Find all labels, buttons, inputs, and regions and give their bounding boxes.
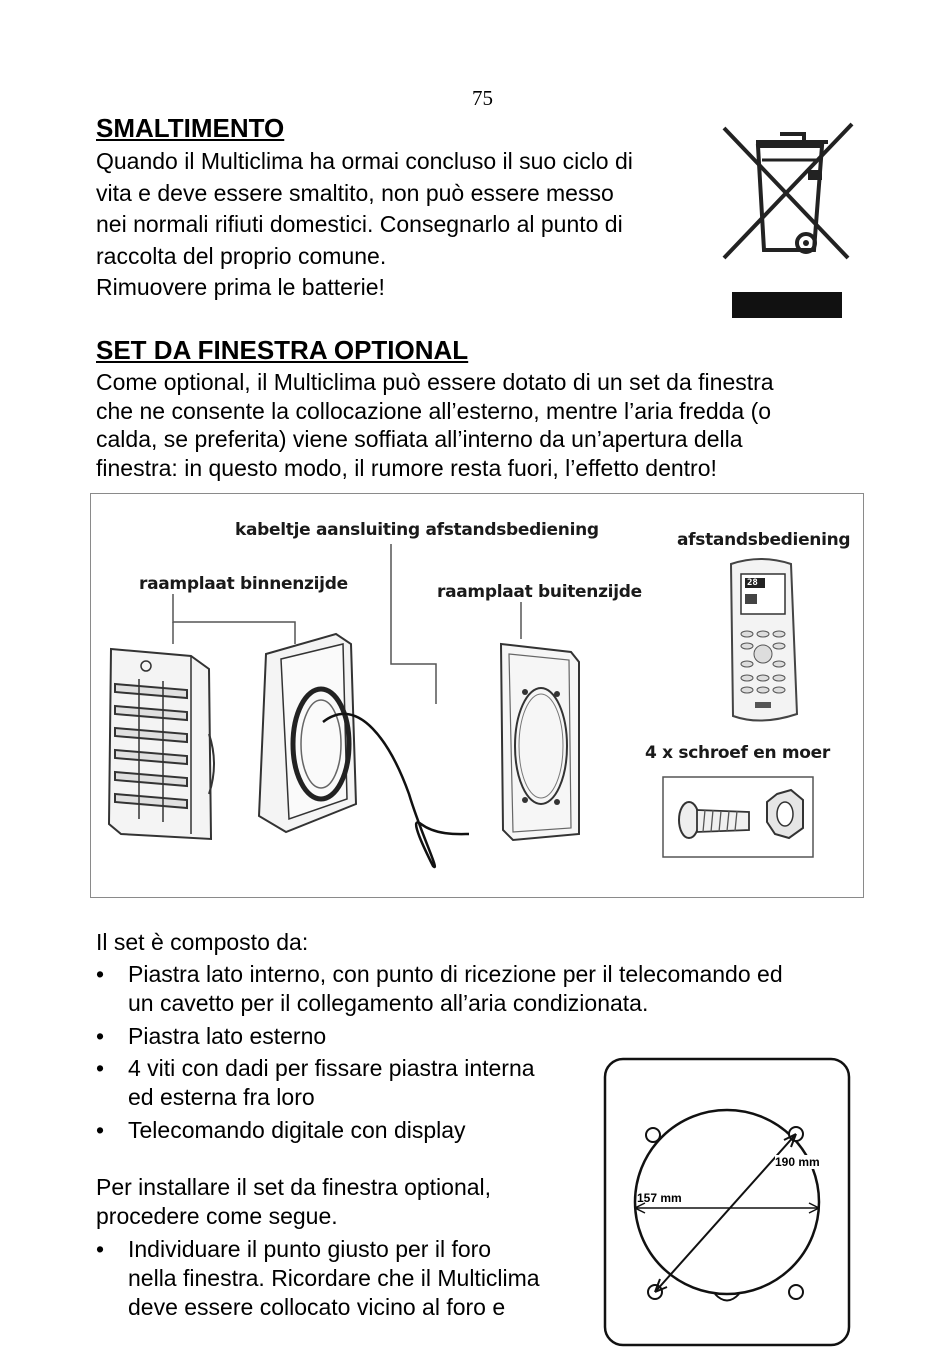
paragraph-line: calda, se preferita) viene soffiata all’interno da un’apertura della (96, 426, 743, 452)
label-inner-plate: raamplaat binnenzijde (139, 574, 348, 594)
bullet: • (96, 1117, 105, 1143)
list-item-line: Individuare il punto giusto per il foro (128, 1236, 492, 1262)
paragraph-line: procedere come segue. (96, 1202, 338, 1229)
label-cable: kabeltje aansluiting afstandsbediening (235, 520, 599, 540)
contents-intro (96, 928, 308, 957)
label-remote: afstandsbediening (677, 530, 851, 550)
list-item-line: 4 viti con dadi per fissare piastra interna (128, 1055, 535, 1081)
bullet: • (96, 961, 105, 987)
screws-and-nuts-illustration (663, 777, 813, 857)
list-item (96, 1235, 596, 1325)
outer-plate-illustration (501, 644, 579, 840)
paragraph-line: Come optional, il Multiclima può essere dotato di un set da finestra (96, 369, 774, 395)
smaltimento-paragraph (96, 146, 633, 304)
set-finestra-paragraph (96, 368, 774, 482)
paragraph-line: che ne consente la collocazione all’esterno, mentre l’aria fredda (o (96, 397, 772, 424)
bullet: • (96, 1055, 105, 1081)
list-item (96, 1116, 596, 1146)
crossed-out-wheelie-bin-icon (718, 120, 858, 325)
paragraph-line: Quando il Multiclima ha ormai concluso il suo ciclo di (96, 148, 633, 174)
bullet: • (96, 1236, 105, 1262)
list-item (96, 1022, 596, 1052)
list-item (96, 1054, 596, 1114)
page-number: 75 (472, 86, 493, 110)
list-item (96, 960, 896, 1020)
list-item-line: Piastra lato interno, con punto di ricezione per il telecomando ed (128, 961, 783, 987)
inner-plate-back-illustration (259, 634, 469, 867)
window-kit-figure (90, 493, 864, 898)
paragraph-line: Rimuovere prima le batterie! (96, 274, 385, 300)
section-title-set-finestra: SET DA FINESTRA OPTIONAL (96, 335, 469, 365)
list-item-line: un cavetto per il collegamento all’aria condizionata. (128, 990, 649, 1016)
paragraph-line: finestra: in questo modo, il rumore resta fuori, l’effetto dentro! (96, 454, 717, 481)
section-title-smaltimento: SMALTIMENTO (96, 113, 285, 143)
dimension-label-diagonal: 190 mm (775, 1155, 820, 1169)
window-hole-dimension-diagram (603, 1057, 851, 1347)
remote-control-illustration (731, 559, 797, 721)
list-item-line: ed esterna fra loro (128, 1084, 315, 1110)
label-outer-plate: raamplaat buitenzijde (437, 582, 642, 602)
paragraph-line: vita e deve essere smaltito, non può essere messo (96, 179, 614, 206)
list-item-line: deve essere collocato vicino al foro e (128, 1294, 506, 1320)
paragraph-line: nei normali rifiuti domestici. Consegnarlo al punto di (96, 211, 623, 237)
paragraph-line: raccolta del proprio comune. (96, 242, 387, 269)
paragraph-line: Per installare il set da finestra optional, (96, 1174, 492, 1200)
contents-intro-text: Il set è composto da: (96, 929, 309, 955)
inner-plate-front-illustration (109, 649, 214, 839)
dimension-label-width: 157 mm (637, 1191, 682, 1205)
list-item-line: nella finestra. Ricordare che il Multiclima (128, 1265, 540, 1291)
list-item-line: Telecomando digitale con display (128, 1117, 466, 1143)
list-item-line: Piastra lato esterno (128, 1023, 327, 1049)
bullet: • (96, 1023, 105, 1049)
install-intro (96, 1173, 491, 1230)
remote-display-readout: 28 (747, 578, 758, 588)
label-screws: 4 x schroef en moer (645, 743, 830, 763)
